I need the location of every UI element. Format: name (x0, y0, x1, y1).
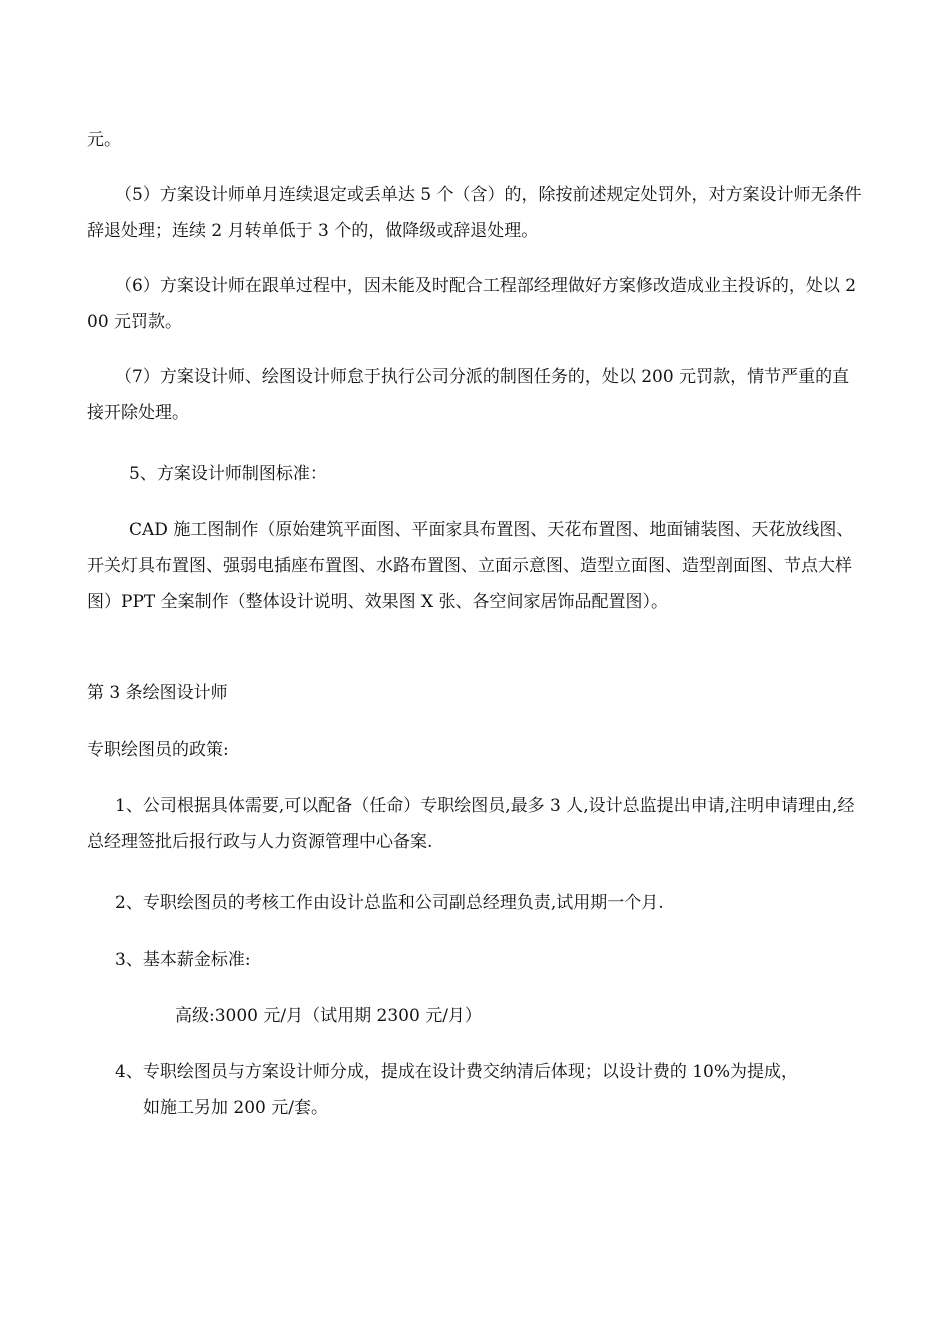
policy-heading: 专职绘图员的政策: (87, 740, 229, 760)
policy-item-4 (115, 1054, 863, 1126)
paragraph-continuation: 元。 (87, 130, 121, 150)
policy-item-3: 3、基本薪金标准: (115, 950, 251, 970)
paragraph-drawing-standard: CAD 施工图制作（原始建筑平面图、平面家具布置图、天花布置图、地面铺装图、天花放线图、开关灯具布置图、强弱电插座布置图、水路布置图、立面示意图、造型立面图、造型剖面图、节点大样图）PPT 全案制作（整体设计说明、效果图 X 张、各空间家居饰品配置图）。 (87, 520, 854, 612)
section-heading-drawing-standard: 5、方案设计师制图标准： (129, 464, 327, 484)
policy-item-2: 2、专职绘图员的考核工作由设计总监和公司副总经理负责,试用期一个月. (115, 893, 664, 913)
policy-item-1: 1、公司根据具体需要,可以配备（任命）专职绘图员,最多 3 人,设计总监提出申请,注明申请理由,经总经理签批后报行政与人力资源管理中心备案. (87, 796, 855, 852)
salary-senior: 高级:3000 元/月（试用期 2300 元/月） (175, 1006, 482, 1026)
paragraph-rule-5: （5）方案设计师单月连续退定或丢单达 5 个（含）的，除按前述规定处罚外，对方案设计师无条件辞退处理；连续 2 月转单低于 3 个的，做降级或辞退处理。 (87, 185, 862, 241)
paragraph-rule-6: （6）方案设计师在跟单过程中，因未能及时配合工程部经理做好方案修改造成业主投诉的，处以 200 元罚款。 (87, 276, 857, 332)
article-heading-drafter: 第 3 条绘图设计师 (87, 683, 228, 703)
paragraph-rule-7: （7）方案设计师、绘图设计师怠于执行公司分派的制图任务的，处以 200 元罚款，情节严重的直接开除处理。 (87, 367, 850, 423)
policy-item-4-line1: 4、专职绘图员与方案设计师分成，提成在设计费交纳清后体现；以设计费的 10%为提成， (115, 1062, 799, 1082)
policy-item-4-line2: 如施工另加 200 元/套。 (143, 1098, 328, 1118)
